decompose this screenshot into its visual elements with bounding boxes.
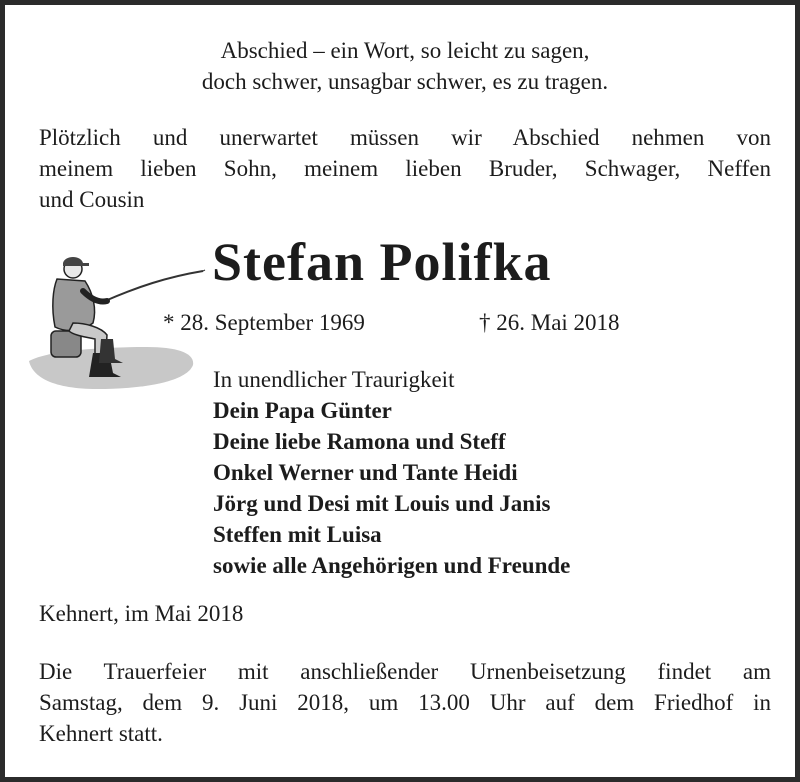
intro-line: Plötzlich und unerwartet müssen wir Abschied nehmen von [39, 125, 771, 150]
mourners-list [213, 364, 570, 581]
poem-line: doch schwer, unsagbar schwer, es zu tragen. [201, 69, 609, 94]
deceased-name: Stefan Polifka [212, 232, 552, 292]
mourner-name: Deine liebe Ramona und Steff [213, 429, 506, 454]
place-date: Kehnert, im Mai 2018 [39, 601, 244, 626]
poem [5, 35, 800, 97]
intro-text [39, 122, 771, 215]
mourners-lead: In unendlicher Traurigkeit [213, 367, 455, 392]
funeral-info [39, 656, 771, 749]
intro-line: meinem lieben Sohn, meinem lieben Bruder, Schwager, Neffen [39, 156, 771, 181]
funeral-line: Samstag, dem 9. Juni 2018, um 13.00 Uhr auf dem Friedhof in [39, 690, 771, 715]
death-date: † 26. Mai 2018 [479, 310, 620, 335]
mourner-name: Steffen mit Luisa [213, 522, 382, 547]
mourner-name: Dein Papa Günter [213, 398, 392, 423]
poem-line: Abschied – ein Wort, so leicht zu sagen, [220, 38, 590, 63]
mourner-name: Jörg und Desi mit Louis und Janis [213, 491, 551, 516]
mourner-name: Onkel Werner und Tante Heidi [213, 460, 518, 485]
funeral-line: Kehnert statt. [39, 721, 163, 746]
mourner-name: sowie alle Angehörigen und Freunde [213, 553, 571, 578]
birth-date: * 28. September 1969 [163, 310, 365, 335]
intro-line: und Cousin [39, 187, 145, 212]
funeral-line: Die Trauerfeier mit anschließender Urnenbeisetzung findet am [39, 659, 771, 684]
